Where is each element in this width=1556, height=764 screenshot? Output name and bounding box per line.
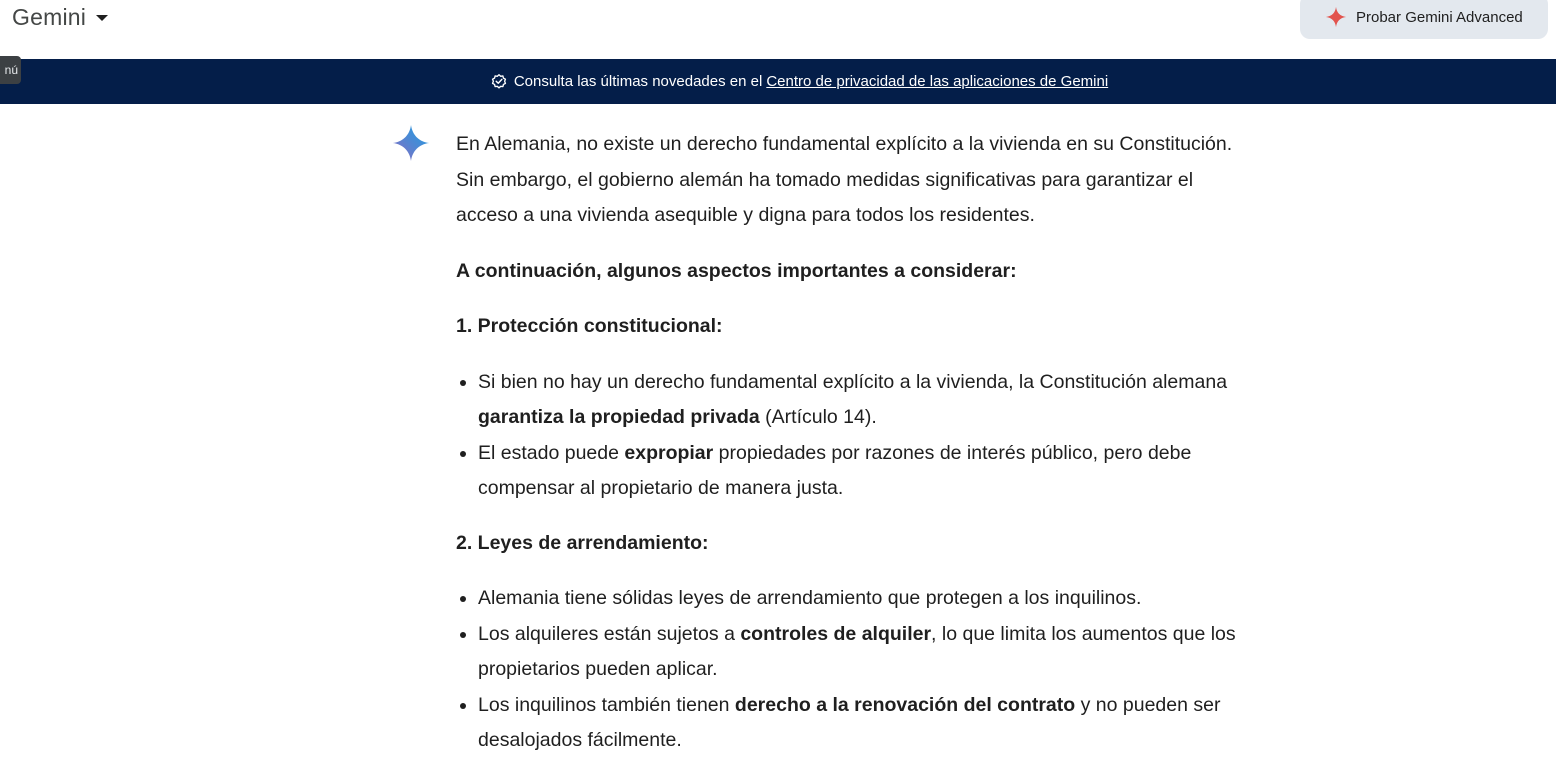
response-lead: A continuación, algunos aspectos importantes a considerar: [456,259,1017,282]
privacy-banner [0,59,1556,104]
gemini-star-icon [392,124,430,162]
bullet-text: propiedades por razones de interés público, pero debe compensar al propietario de manera justa. [478,441,1192,499]
list-item [478,581,1246,617]
bullet-text: y no pueden ser desalojados fácilmente. [478,693,1221,751]
model-switcher[interactable] [12,0,108,34]
bullet-bold: derecho a la renovación del contrato [734,693,1076,716]
bullet-text: El estado puede [478,441,625,464]
bullet-text: (Artículo 14). [759,406,877,428]
banner-text: Consulta las últimas novedades en el [513,73,763,90]
list-item [478,365,1246,436]
list-item [478,436,1246,507]
section-heading: 1. Protección constitucional: [456,315,723,337]
bullet-list [456,365,1246,507]
top-bar [0,0,1556,59]
bullet-bold: expropiar [624,441,714,464]
bullet-text: Los alquileres están sujetos a [478,622,741,645]
list-item [478,688,1246,759]
bullet-list [456,581,1246,759]
list-item [478,617,1246,688]
bullet-bold: garantiza la propiedad privada [478,406,760,428]
model-response [456,127,1246,759]
privacy-center-link[interactable]: Centro de privacidad de las aplicaciones de Gemini [766,73,1109,90]
bullet-text: Si bien no hay un derecho fundamental explícito a la vivienda, la Constitución alemana [478,370,1228,393]
verified-check-icon [490,72,508,90]
menu-tooltip [0,56,21,84]
sparkle-icon [1325,6,1347,28]
try-advanced-button[interactable] [1300,0,1548,39]
bullet-bold: controles de alquiler [740,622,932,645]
menu-tooltip-text: nú [4,63,18,77]
bullet-text: , lo que limita los aumentos que los propietarios pueden aplicar. [478,622,1236,680]
try-advanced-label: Probar Gemini Advanced [1356,9,1523,26]
model-name: Gemini [12,3,87,30]
bullet-text: Los inquilinos también tienen [478,693,735,716]
caret-down-icon [96,15,108,21]
response-intro: En Alemania, no existe un derecho fundamental explícito a la vivienda en su Constitución. Sin embargo, el gobierno alemán ha tomado medidas significativas para garantizar el acceso a una vivienda asequible y digna para todos los residentes. [456,133,1233,226]
section-heading: 2. Leyes de arrendamiento: [456,531,709,554]
bullet-text: Alemania tiene sólidas leyes de arrendamiento que protegen a los inquilinos. [478,587,1142,609]
